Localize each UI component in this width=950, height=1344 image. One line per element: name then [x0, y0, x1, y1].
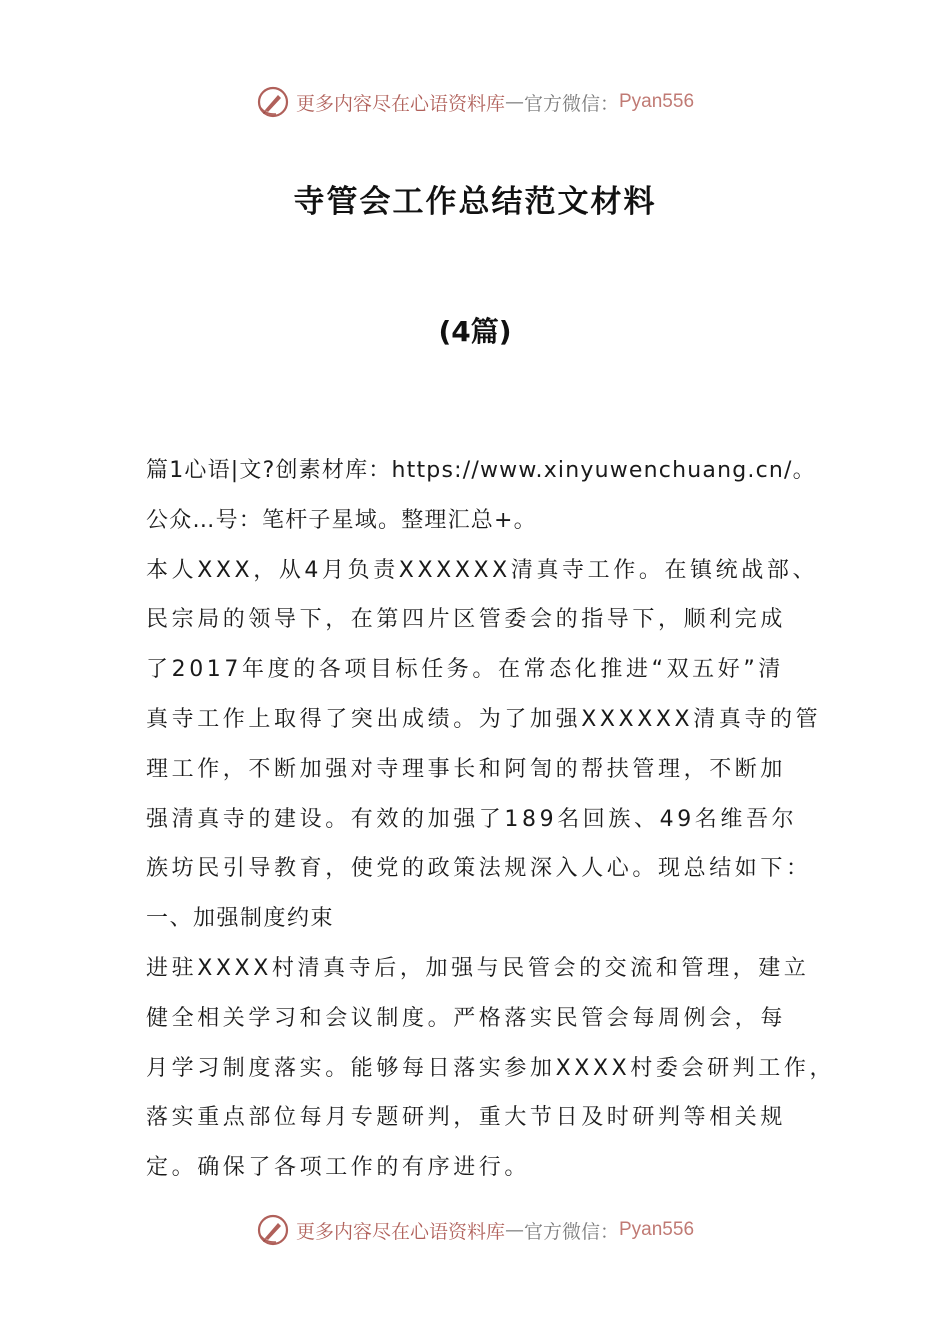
body-line: 公众…号：笔杆子星域。整理汇总+。 — [146, 507, 537, 533]
watermark-wechat-label: 官方微信： — [523, 92, 619, 115]
section-heading: 一、加强制度约束 — [146, 906, 335, 932]
body-line: 族坊民引导教育，使党的政策法规深入人心。现总结如下： — [146, 856, 812, 882]
body-line: 民宗局的领导下，在第四片区管委会的指导下，顺利完成 — [146, 607, 787, 633]
body-line: 定。确保了各项工作的有序进行。 — [146, 1155, 531, 1181]
watermark-brand: 更多内容尽在心语资料库 — [295, 92, 505, 115]
body-line: 了2017年度的各项目标任务。在常态化推进“双五好”清 — [146, 657, 784, 683]
body-line: 真寺工作上取得了突出成绩。为了加强XXXXXX清真寺的管 — [146, 706, 822, 732]
pen-circle-icon — [256, 85, 290, 119]
body-line: 强清真寺的建设。有效的加强了189名回族、49名维吾尔 — [146, 806, 798, 832]
document-body — [146, 446, 836, 1193]
body-line: 月学习制度落实。能够每日落实参加XXXX村委会研判工作， — [146, 1055, 836, 1081]
document-subtitle: (4篇) — [438, 315, 512, 348]
body-line: 本人XXX，从4月负责XXXXXX清真寺工作。在镇统战部、 — [146, 557, 819, 583]
watermark-wechat-label: 官方微信： — [523, 1220, 619, 1243]
watermark-wechat-id: Pyan556 — [619, 91, 695, 112]
body-line: 落实重点部位每月专题研判，重大节日及时研判等相关规 — [146, 1105, 787, 1131]
body-line: 进驻XXXX村清真寺后，加强与民管会的交流和管理，建立 — [146, 955, 810, 981]
body-line: 理工作，不断加强对寺理事长和阿訇的帮扶管理，不断加 — [146, 756, 787, 782]
document-title: 寺管会工作总结范文材料 — [293, 184, 657, 220]
header-watermark — [0, 82, 950, 122]
watermark-separator: — — [504, 91, 524, 113]
pen-circle-icon — [256, 1213, 290, 1247]
watermark-brand: 更多内容尽在心语资料库 — [295, 1220, 505, 1243]
watermark-separator: — — [504, 1219, 524, 1241]
body-line: 篇1心语|文?创素材库：https://www.xinyuwenchuang.cn/。 — [146, 458, 816, 483]
body-line: 健全相关学习和会议制度。严格落实民管会每周例会，每 — [146, 1005, 787, 1031]
footer-watermark — [0, 1210, 950, 1250]
watermark-wechat-id: Pyan556 — [619, 1219, 695, 1240]
